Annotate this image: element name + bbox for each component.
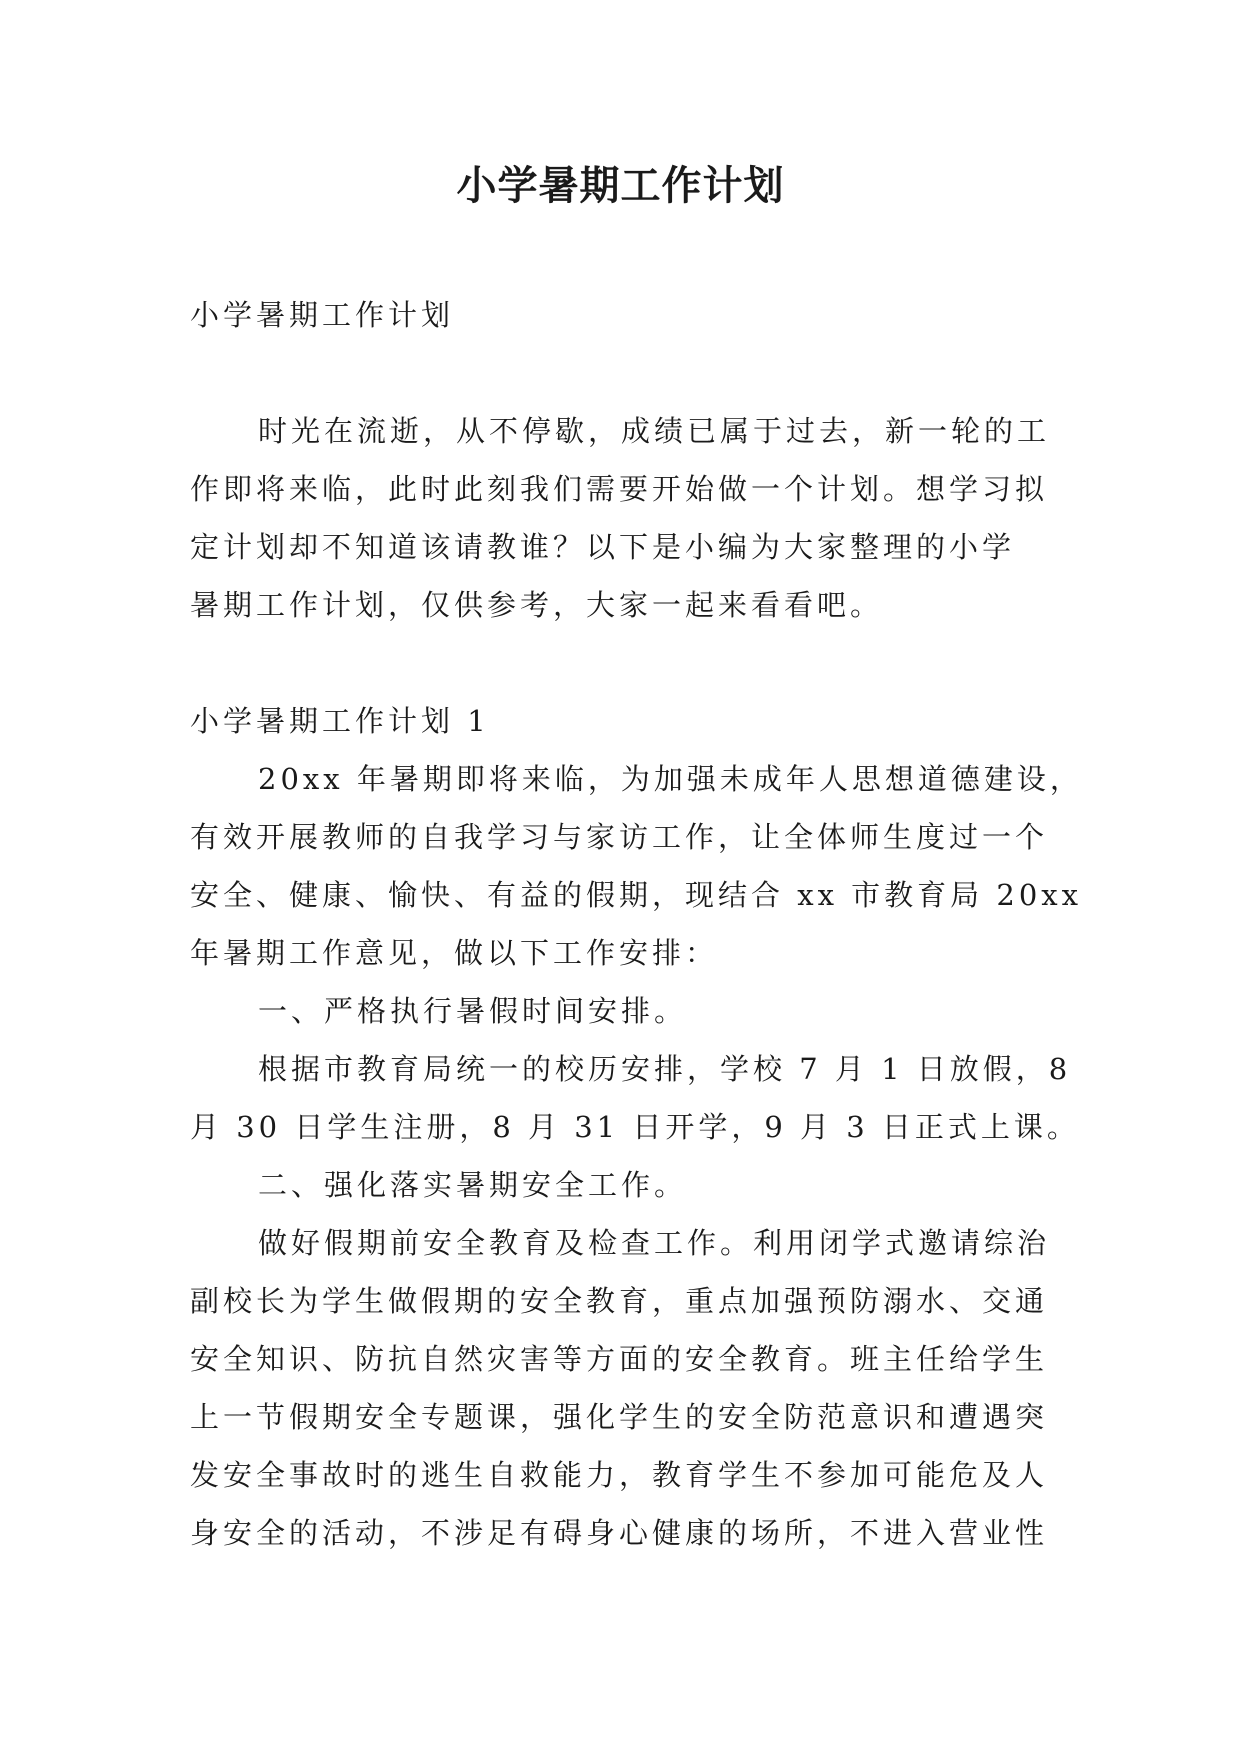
body-line: 上一节假期安全专题课，强化学生的安全防范意识和遭遇突 xyxy=(190,1400,1049,1434)
body-line: 安全知识、防抗自然灾害等方面的安全教育。班主任给学生 xyxy=(190,1342,1049,1376)
body-line: 安全、健康、愉快、有益的假期，现结合 xx 市教育局 20xx xyxy=(190,878,1082,912)
body-line: 年暑期工作意见，做以下工作安排： xyxy=(190,936,719,970)
body-line: 月 30 日学生注册，8 月 31 日开学，9 月 3 日正式上课。 xyxy=(190,1110,1080,1144)
document-title: 小学暑期工作计划 xyxy=(456,163,785,209)
body-line: 二、强化落实暑期安全工作。 xyxy=(258,1168,688,1202)
body-line: 做好假期前安全教育及检查工作。利用闭学式邀请综治 xyxy=(258,1226,1051,1260)
intro-line: 时光在流逝，从不停歇，成绩已属于过去，新一轮的工 xyxy=(258,414,1051,448)
intro-line: 作即将来临，此时此刻我们需要开始做一个计划。想学习拟 xyxy=(190,472,1049,506)
body-line: 20xx 年暑期即将来临，为加强未成年人思想道德建设， xyxy=(258,762,1083,796)
subtitle: 小学暑期工作计划 xyxy=(190,298,455,332)
body-line: 身安全的活动，不涉足有碍身心健康的场所，不进入营业性 xyxy=(190,1516,1049,1550)
body-line: 有效开展教师的自我学习与家访工作，让全体师生度过一个 xyxy=(190,820,1049,854)
body-line: 一、严格执行暑假时间安排。 xyxy=(258,994,688,1028)
section-heading: 小学暑期工作计划 1 xyxy=(190,704,490,738)
body-line: 根据市教育局统一的校历安排，学校 7 月 1 日放假，8 xyxy=(258,1052,1072,1086)
body-line: 发安全事故时的逃生自救能力，教育学生不参加可能危及人 xyxy=(190,1458,1049,1492)
body-line: 副校长为学生做假期的安全教育，重点加强预防溺水、交通 xyxy=(190,1284,1049,1318)
intro-line: 定计划却不知道该请教谁？以下是小编为大家整理的小学 xyxy=(190,530,1016,564)
intro-line: 暑期工作计划，仅供参考，大家一起来看看吧。 xyxy=(190,588,884,622)
